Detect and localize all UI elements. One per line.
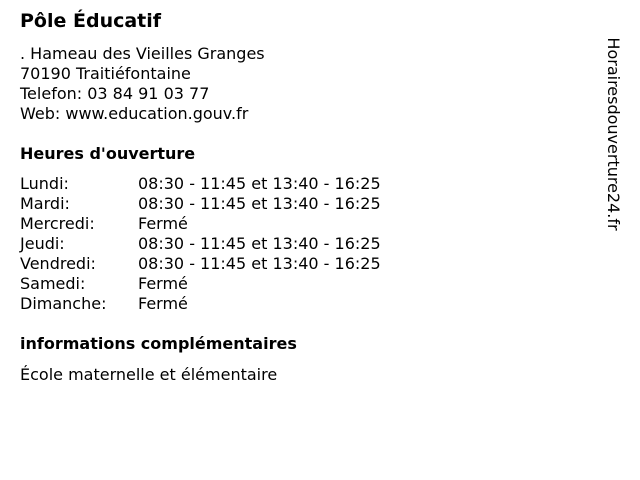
hours-row-dimanche bbox=[20, 294, 381, 314]
hours-row-mardi bbox=[20, 194, 381, 214]
info-heading: informations complémentaires bbox=[20, 334, 297, 353]
day-hours: 08:30 - 11:45 et 13:40 - 16:25 bbox=[138, 254, 381, 273]
hours-row-lundi bbox=[20, 174, 381, 194]
day-label: Mardi: bbox=[20, 194, 70, 213]
day-hours: 08:30 - 11:45 et 13:40 - 16:25 bbox=[138, 194, 381, 213]
page-title: Pôle Éducatif bbox=[20, 10, 162, 32]
hours-row-vendredi bbox=[20, 254, 381, 274]
hours-heading: Heures d'ouverture bbox=[20, 144, 196, 163]
day-label: Mercredi: bbox=[20, 214, 95, 233]
contact-block bbox=[20, 44, 265, 124]
day-label: Jeudi: bbox=[20, 234, 65, 253]
day-hours: Fermé bbox=[138, 294, 188, 313]
day-label: Dimanche: bbox=[20, 294, 107, 313]
info-text: École maternelle et élémentaire bbox=[20, 365, 278, 384]
day-label: Lundi: bbox=[20, 174, 69, 193]
hours-row-jeudi bbox=[20, 234, 381, 254]
hours-row-samedi bbox=[20, 274, 381, 294]
hours-row-mercredi bbox=[20, 214, 381, 234]
web-line: Web: www.education.gouv.fr bbox=[20, 104, 249, 123]
day-hours: 08:30 - 11:45 et 13:40 - 16:25 bbox=[138, 234, 381, 253]
day-hours: Fermé bbox=[138, 274, 188, 293]
day-label: Samedi: bbox=[20, 274, 86, 293]
day-hours: Fermé bbox=[138, 214, 188, 233]
hours-table bbox=[20, 174, 381, 314]
address-line-1: . Hameau des Vieilles Granges bbox=[20, 44, 265, 63]
day-hours: 08:30 - 11:45 et 13:40 - 16:25 bbox=[138, 174, 381, 193]
day-label: Vendredi: bbox=[20, 254, 96, 273]
phone-line: Telefon: 03 84 91 03 77 bbox=[20, 84, 210, 103]
side-watermark: Horairesdouverture24.fr bbox=[604, 37, 623, 231]
address-line-2: 70190 Traitiéfontaine bbox=[20, 64, 191, 83]
